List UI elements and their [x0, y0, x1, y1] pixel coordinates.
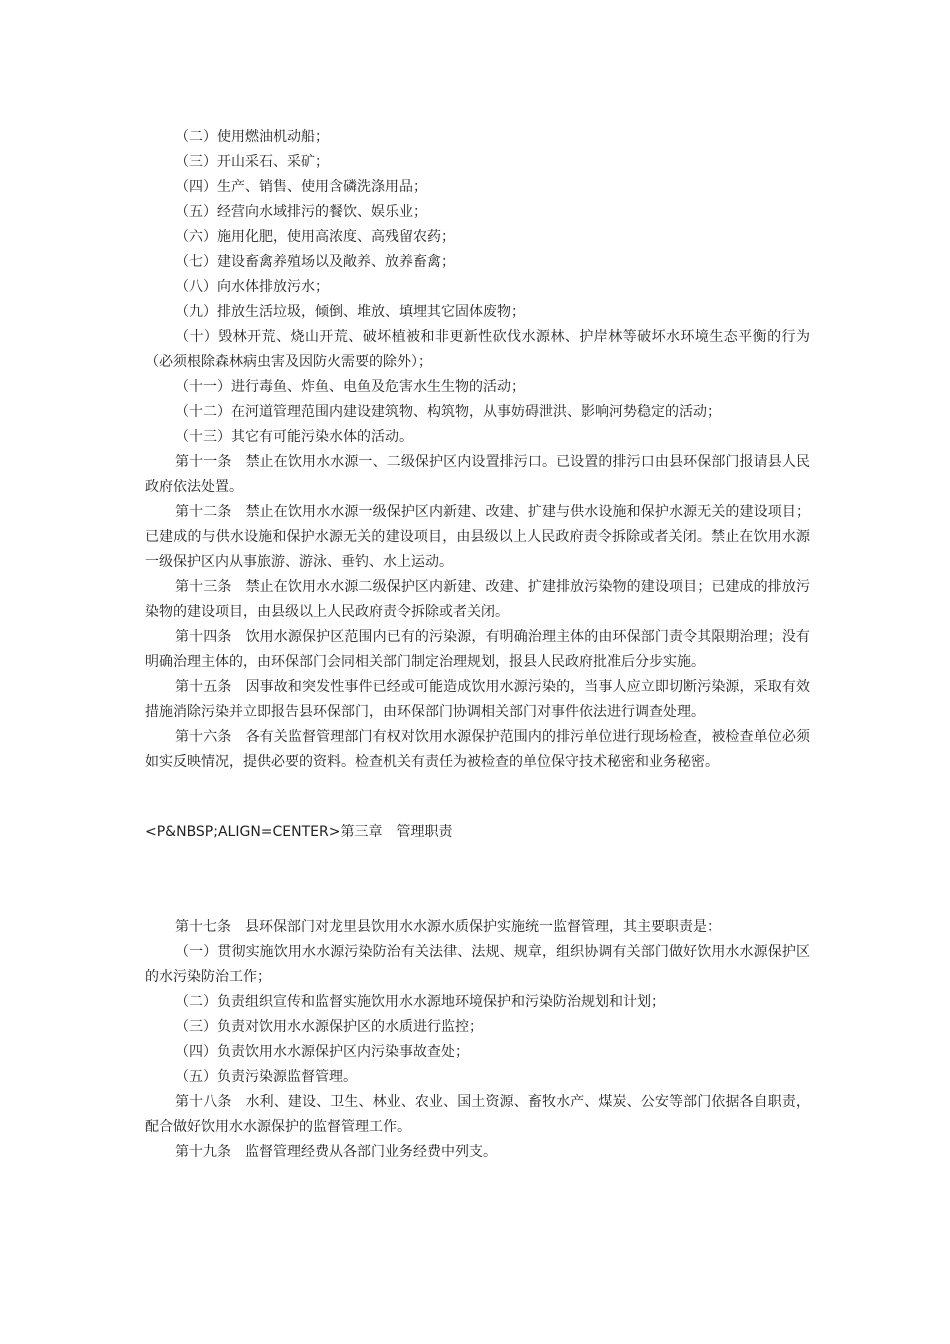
clause-11: （十一）进行毒鱼、炸鱼、电鱼及危害水生生物的活动；: [175, 379, 525, 395]
duty-3: （三）负责对饮用水水源保护区的水质进行监控；: [175, 1019, 483, 1035]
clause-8: （八）向水体排放污水；: [175, 279, 329, 295]
article-14: 第十四条 饮用水源保护区范围内已有的污染源，有明确治理主体的由环保部门责令其限期治理；没有明确治理主体的，由环保部门会同相关部门制定治理规划，报县人民政府批准后分步实施。: [145, 629, 810, 670]
duty-5: （五）负责污染源监督管理。: [175, 1069, 357, 1085]
clause-10: （十）毁林开荒、烧山开荒、破坏植被和非更新性砍伐水源林、护岸林等破坏水环境生态平衡的行为（必须根除森林病虫害及因防火需要的除外）；: [145, 329, 810, 370]
clause-3: （三）开山采石、采矿；: [175, 154, 329, 170]
article-13: 第十三条 禁止在饮用水水源二级保护区内新建、改建、扩建排放污染物的建设项目；已建成的排放污染物的建设项目，由县级以上人民政府责令拆除或者关闭。: [145, 579, 810, 620]
clause-5: （五）经营向水域排污的餐饮、娱乐业；: [175, 204, 427, 220]
regulation-section-b: [145, 915, 810, 1165]
article-17: 第十七条 县环保部门对龙里县饮用水水源水质保护实施统一监督管理，其主要职责是：: [175, 919, 721, 935]
clause-9: （九）排放生活垃圾，倾倒、堆放、填埋其它固体废物；: [175, 304, 525, 320]
duty-1: （一）贯彻实施饮用水水源污染防治有关法律、法规、规章，组织协调有关部门做好饮用水水源保护区的水污染防治工作；: [145, 944, 810, 985]
clause-2: （二）使用燃油机动船；: [175, 129, 329, 145]
regulation-section-a: [145, 125, 810, 775]
duty-4: （四）负责饮用水水源保护区内污染事故查处；: [175, 1044, 469, 1060]
article-18: 第十八条 水利、建设、卫生、林业、农业、国土资源、畜牧水产、煤炭、公安等部门依据各自职责，配合做好饮用水水源保护的监督管理工作。: [145, 1094, 810, 1135]
clause-12: （十二）在河道管理范围内建设建筑物、构筑物，从事妨碍泄洪、影响河势稳定的活动；: [175, 404, 721, 420]
article-15: 第十五条 因事故和突发性事件已经或可能造成饮用水源污染的，当事人应立即切断污染源，采取有效措施消除污染并立即报告县环保部门，由环保部门协调相关部门对事件依法进行调查处理。: [145, 679, 810, 720]
article-19: 第十九条 监督管理经费从各部门业务经费中列支。: [175, 1144, 497, 1160]
clause-6: （六）施用化肥，使用高浓度、高残留农药；: [175, 229, 455, 245]
article-11: 第十一条 禁止在饮用水水源一、二级保护区内设置排污口。已设置的排污口由县环保部门报请县人民政府依法处置。: [145, 454, 810, 495]
duty-2: （二）负责组织宣传和监督实施饮用水水源地环境保护和污染防治规划和计划；: [175, 994, 665, 1010]
clause-13: （十三）其它有可能污染水体的活动。: [175, 429, 413, 445]
clause-7: （七）建设畜禽养殖场以及敞养、放养畜禽；: [175, 254, 455, 270]
article-12: 第十二条 禁止在饮用水水源一级保护区内新建、改建、扩建与供水设施和保护水源无关的建设项目；已建成的与供水设施和保护水源无关的建设项目，由县级以上人民政府责令拆除或者关闭。禁止在饮用水源一级保护区内从事旅游、游泳、垂钓、水上运动。: [145, 504, 810, 570]
clause-4: （四）生产、销售、使用含磷洗涤用品；: [175, 179, 427, 195]
article-16: 第十六条 各有关监督管理部门有权对饮用水源保护范围内的排污单位进行现场检查，被检查单位必须如实反映情况，提供必要的资料。检查机关有责任为被检查的单位保守技术秘密和业务秘密。: [145, 729, 810, 770]
chapter-heading: <P&NBSP;ALIGN=CENTER>第三章 管理职责: [145, 824, 453, 840]
